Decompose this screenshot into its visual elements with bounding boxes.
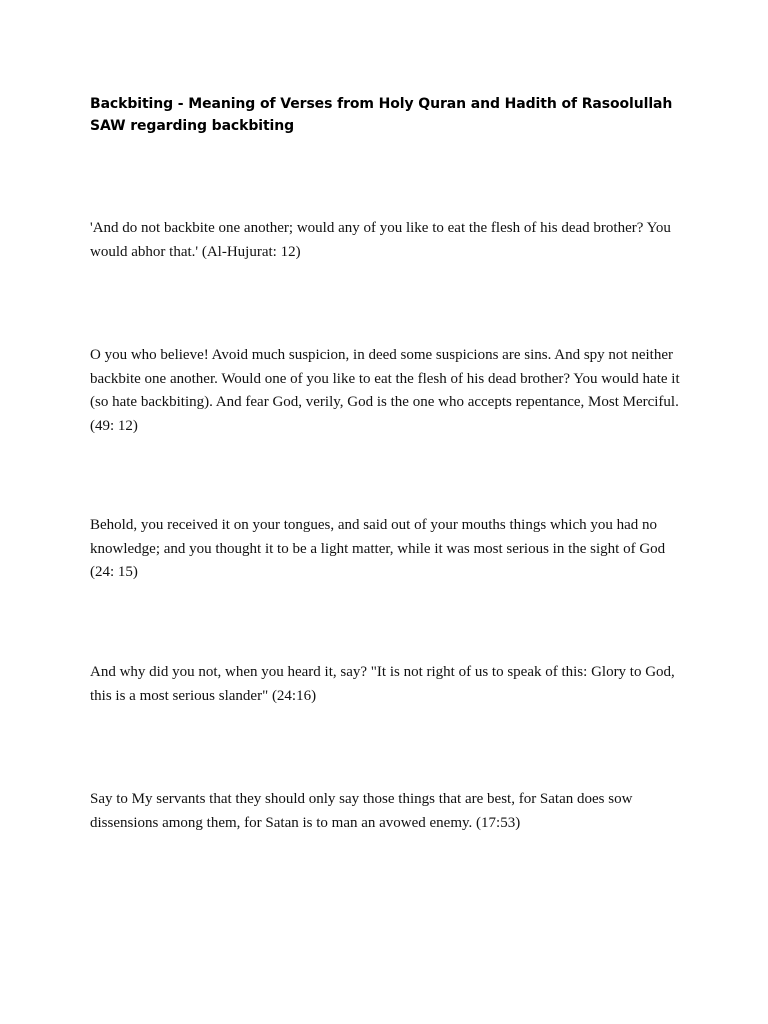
document-title: Backbiting - Meaning of Verses from Holy Quran and Hadith of Rasoolullah SAW regarding backbiting <box>90 96 673 134</box>
verse-paragraph-1: 'And do not backbite one another; would any of you like to eat the flesh of his dead brother? You would abhor that.' (Al-Hujurat: 12) <box>90 220 671 260</box>
verse-paragraph-2: O you who believe! Avoid much suspicion, in deed some suspicions are sins. And spy not neither backbite one another. Would one of you like to eat the flesh of his dead brother? You would hate it (so hate backbiting). And fear God, verily, God is the one who accepts repentance, Most Merciful. (49: 12) <box>90 347 680 434</box>
verse-paragraph-5: Say to My servants that they should only say those things that are best, for Satan does sow dissensions among them, for Satan is to man an avowed enemy. (17:53) <box>90 791 633 831</box>
verse-paragraph-4: And why did you not, when you heard it, say? "It is not right of us to speak of this: Glory to God, this is a most serious slander" (24:16) <box>90 664 675 704</box>
verse-paragraph-3: Behold, you received it on your tongues, and said out of your mouths things which you had no knowledge; and you thought it to be a light matter, while it was most serious in the sight of God (24: 15) <box>90 517 666 580</box>
